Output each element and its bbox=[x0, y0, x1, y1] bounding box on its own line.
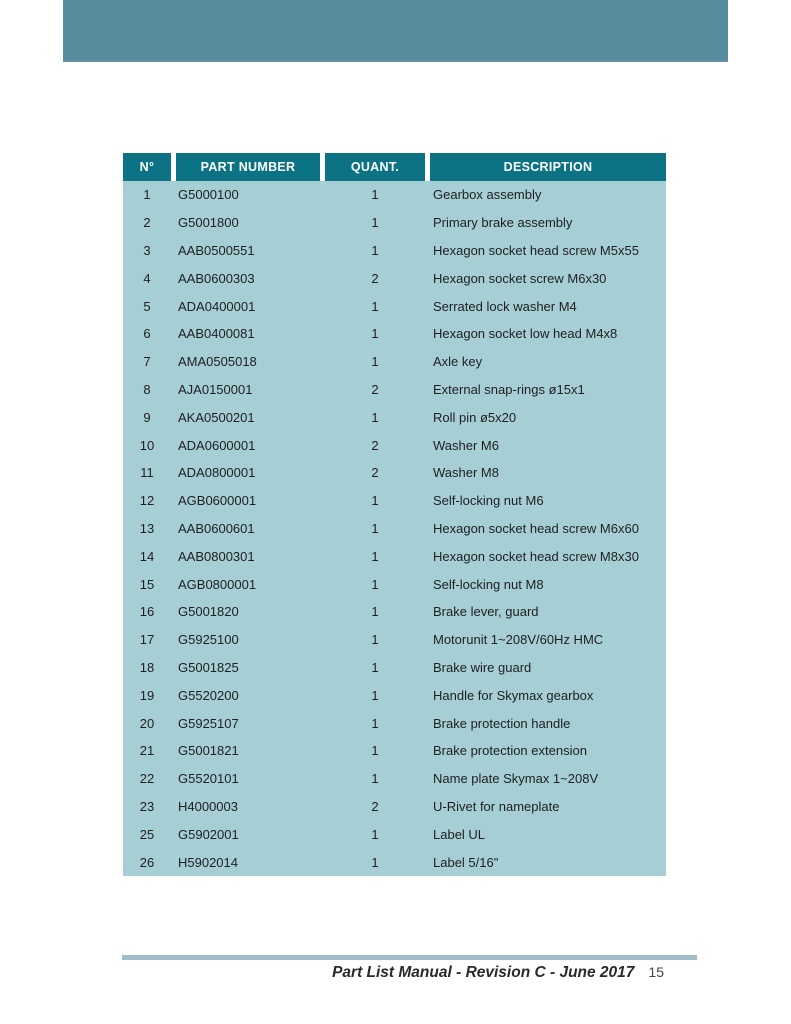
table-body bbox=[123, 181, 666, 876]
cell-description: Brake protection handle bbox=[433, 715, 571, 731]
cell-quantity: 2 bbox=[371, 381, 379, 397]
column-header-part-number: PART NUMBER bbox=[176, 153, 320, 181]
cell-description: Label 5/16" bbox=[433, 854, 499, 870]
cell-no: 4 bbox=[143, 270, 151, 286]
cell-no: 26 bbox=[139, 854, 155, 870]
cell-part-number: G5001800 bbox=[178, 215, 239, 231]
cell-part-number: H4000003 bbox=[178, 798, 238, 814]
cell-part-number: G5001821 bbox=[178, 743, 239, 759]
cell-description: Roll pin ø5x20 bbox=[433, 409, 517, 425]
cell-quantity: 1 bbox=[371, 354, 379, 370]
table-row bbox=[123, 292, 666, 320]
cell-part-number: G5925100 bbox=[178, 632, 239, 648]
table-row bbox=[123, 626, 666, 654]
cell-quantity: 1 bbox=[371, 520, 379, 536]
table-row bbox=[123, 598, 666, 626]
cell-no: 21 bbox=[139, 743, 155, 759]
cell-part-number: ADA0800001 bbox=[178, 465, 256, 481]
cell-part-number: AKA0500201 bbox=[178, 409, 255, 425]
table-row bbox=[123, 654, 666, 682]
cell-no: 23 bbox=[139, 798, 155, 814]
cell-no: 18 bbox=[139, 659, 155, 675]
cell-description: Brake lever, guard bbox=[433, 604, 539, 620]
table-row bbox=[123, 681, 666, 709]
cell-part-number: H5902014 bbox=[178, 854, 238, 870]
cell-quantity: 1 bbox=[371, 576, 379, 592]
cell-no: 7 bbox=[143, 354, 151, 370]
cell-description: Hexagon socket low head M4x8 bbox=[433, 326, 618, 342]
cell-part-number: ADA0400001 bbox=[178, 298, 256, 314]
cell-quantity: 1 bbox=[371, 854, 379, 870]
cell-no: 14 bbox=[139, 548, 155, 564]
cell-no: 15 bbox=[139, 576, 155, 592]
table-row bbox=[123, 820, 666, 848]
cell-part-number: AAB0800301 bbox=[178, 548, 255, 564]
cell-description: Hexagon socket head screw M5x55 bbox=[433, 242, 639, 258]
cell-no: 11 bbox=[140, 465, 154, 481]
table-row bbox=[123, 765, 666, 793]
footer-manual-title: Part List Manual - Revision C - June 2017 bbox=[332, 964, 635, 981]
cell-part-number: G5520101 bbox=[178, 771, 239, 787]
cell-description: Name plate Skymax 1~208V bbox=[433, 771, 599, 787]
cell-no: 5 bbox=[143, 298, 151, 314]
cell-description: U-Rivet for nameplate bbox=[433, 798, 560, 814]
cell-quantity: 1 bbox=[371, 215, 379, 231]
column-header-no: N° bbox=[123, 153, 171, 181]
cell-no: 17 bbox=[139, 632, 155, 648]
cell-no: 10 bbox=[139, 437, 155, 453]
table-header-row bbox=[123, 153, 666, 181]
cell-part-number: G5925107 bbox=[178, 715, 239, 731]
column-header-quantity: QUANT. bbox=[325, 153, 425, 181]
cell-part-number: AAB0600303 bbox=[178, 270, 255, 286]
table-row bbox=[123, 209, 666, 237]
cell-part-number: AGB0800001 bbox=[178, 576, 257, 592]
cell-no: 8 bbox=[143, 381, 151, 397]
cell-quantity: 1 bbox=[371, 298, 379, 314]
cell-part-number: AAB0500551 bbox=[178, 242, 255, 258]
table-row bbox=[123, 542, 666, 570]
cell-quantity: 1 bbox=[371, 242, 379, 258]
cell-quantity: 2 bbox=[371, 798, 379, 814]
cell-no: 16 bbox=[139, 604, 155, 620]
cell-quantity: 1 bbox=[371, 659, 379, 675]
cell-no: 9 bbox=[143, 409, 151, 425]
cell-description: Washer M8 bbox=[433, 465, 499, 481]
cell-no: 12 bbox=[139, 493, 155, 509]
cell-quantity: 1 bbox=[371, 548, 379, 564]
cell-part-number: G5902001 bbox=[178, 826, 239, 842]
cell-no: 20 bbox=[139, 715, 155, 731]
cell-part-number: AAB0400081 bbox=[178, 326, 255, 342]
table-row bbox=[123, 848, 666, 876]
cell-no: 3 bbox=[143, 242, 151, 258]
cell-part-number: AGB0600001 bbox=[178, 493, 257, 509]
table-row bbox=[123, 320, 666, 348]
cell-no: 2 bbox=[143, 215, 151, 231]
cell-quantity: 1 bbox=[371, 326, 379, 342]
cell-part-number: AAB0600601 bbox=[178, 520, 255, 536]
table-row bbox=[123, 237, 666, 265]
cell-part-number: G5001820 bbox=[178, 604, 239, 620]
table-row bbox=[123, 431, 666, 459]
cell-quantity: 2 bbox=[371, 270, 379, 286]
table-row bbox=[123, 793, 666, 821]
table-row bbox=[123, 459, 666, 487]
cell-quantity: 2 bbox=[371, 465, 379, 481]
footer-rule bbox=[122, 955, 697, 960]
cell-quantity: 1 bbox=[371, 771, 379, 787]
cell-no: 1 bbox=[143, 187, 151, 203]
table-row bbox=[123, 570, 666, 598]
table-row bbox=[123, 487, 666, 515]
cell-description: Washer M6 bbox=[433, 437, 499, 453]
cell-part-number: G5000100 bbox=[178, 187, 239, 203]
cell-no: 6 bbox=[143, 326, 151, 342]
top-banner bbox=[63, 0, 728, 62]
table-row bbox=[123, 403, 666, 431]
table-row bbox=[123, 348, 666, 376]
page-footer bbox=[122, 964, 697, 982]
cell-quantity: 1 bbox=[371, 826, 379, 842]
cell-quantity: 1 bbox=[371, 743, 379, 759]
cell-part-number: G5520200 bbox=[178, 687, 239, 703]
cell-description: External snap-rings ø15x1 bbox=[433, 381, 585, 397]
cell-description: Brake protection extension bbox=[433, 743, 587, 759]
cell-description: Primary brake assembly bbox=[433, 215, 573, 231]
cell-description: Self-locking nut M8 bbox=[433, 576, 544, 592]
cell-part-number: G5001825 bbox=[178, 659, 239, 675]
cell-description: Brake wire guard bbox=[433, 659, 532, 675]
cell-quantity: 1 bbox=[371, 187, 379, 203]
cell-description: Handle for Skymax gearbox bbox=[433, 687, 594, 703]
cell-description: Self-locking nut M6 bbox=[433, 493, 544, 509]
cell-description: Hexagon socket head screw M6x60 bbox=[433, 520, 639, 536]
cell-quantity: 1 bbox=[371, 715, 379, 731]
cell-description: Motorunit 1~208V/60Hz HMC bbox=[433, 632, 604, 648]
cell-description: Hexagon socket head screw M8x30 bbox=[433, 548, 639, 564]
table-row bbox=[123, 515, 666, 543]
cell-quantity: 1 bbox=[371, 632, 379, 648]
table-row bbox=[123, 264, 666, 292]
table-row bbox=[123, 181, 666, 209]
cell-quantity: 1 bbox=[371, 409, 379, 425]
cell-quantity: 1 bbox=[371, 604, 379, 620]
cell-description: Label UL bbox=[433, 826, 486, 842]
cell-no: 13 bbox=[139, 520, 155, 536]
cell-quantity: 1 bbox=[371, 493, 379, 509]
cell-quantity: 1 bbox=[371, 687, 379, 703]
cell-no: 25 bbox=[139, 826, 155, 842]
parts-table bbox=[123, 153, 666, 876]
cell-part-number: AJA0150001 bbox=[178, 381, 253, 397]
cell-description: Gearbox assembly bbox=[433, 187, 542, 203]
cell-quantity: 2 bbox=[371, 437, 379, 453]
cell-part-number: ADA0600001 bbox=[178, 437, 256, 453]
table-row bbox=[123, 376, 666, 404]
cell-no: 22 bbox=[139, 771, 155, 787]
table-row bbox=[123, 709, 666, 737]
cell-part-number: AMA0505018 bbox=[178, 354, 257, 370]
cell-description: Axle key bbox=[433, 354, 483, 370]
cell-no: 19 bbox=[139, 687, 155, 703]
cell-description: Serrated lock washer M4 bbox=[433, 298, 577, 314]
table-row bbox=[123, 737, 666, 765]
footer-page-number: 15 bbox=[648, 964, 664, 980]
column-header-description: DESCRIPTION bbox=[430, 153, 666, 181]
cell-description: Hexagon socket screw M6x30 bbox=[433, 270, 607, 286]
